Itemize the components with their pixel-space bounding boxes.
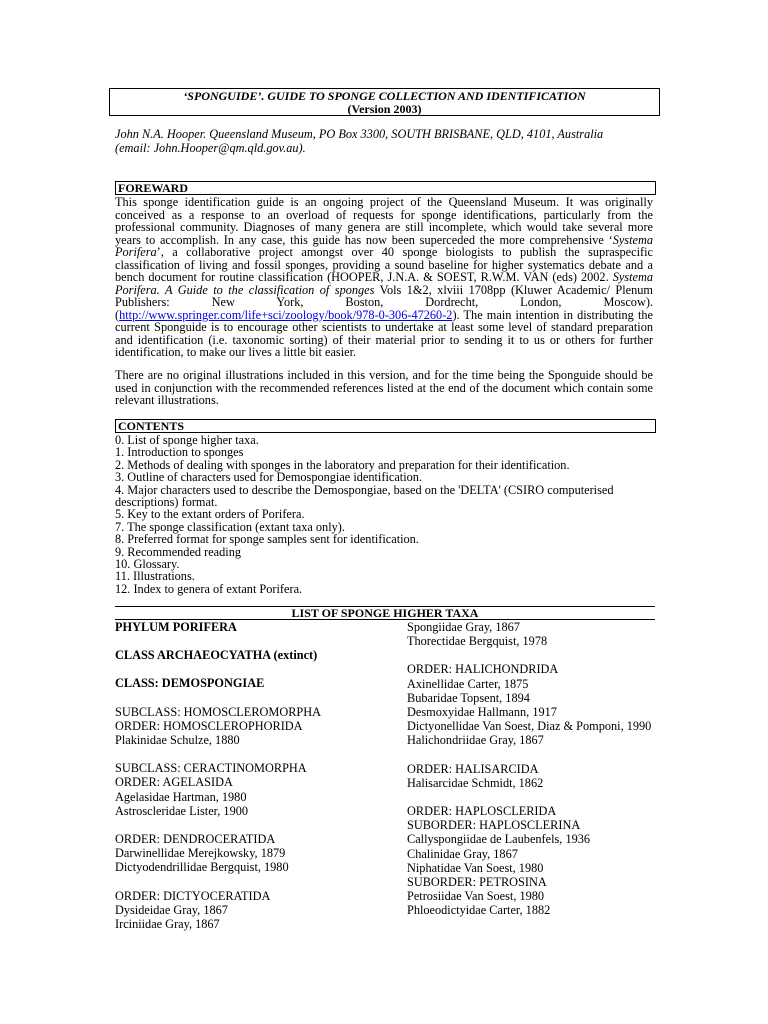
taxon-entry: ORDER: HALISARCIDA bbox=[407, 761, 539, 776]
contents-item: 2. Methods of dealing with sponges in the laboratory and preparation for their identification. bbox=[115, 457, 570, 472]
taxon-entry: Halichondriidae Gray, 1867 bbox=[407, 733, 544, 748]
taxa-spacer bbox=[115, 662, 395, 676]
taxon-entry: Axinellidae Carter, 1875 bbox=[407, 676, 529, 691]
taxon-entry: ORDER: HAPLOSCLERIDA bbox=[407, 804, 557, 819]
taxon-entry: Chalinidae Gray, 1867 bbox=[407, 846, 518, 861]
contents-heading: CONTENTS bbox=[115, 419, 656, 433]
taxa-spacer bbox=[115, 634, 395, 648]
taxa-spacer bbox=[115, 691, 395, 705]
taxon-entry: Bubaridae Topsent, 1894 bbox=[407, 690, 530, 705]
taxon-entry: Niphatidae Van Soest, 1980 bbox=[407, 860, 544, 875]
taxon-entry: Darwinellidae Merejkowsky, 1879 bbox=[115, 846, 286, 861]
taxon-entry: CLASS: DEMOSPONGIAE bbox=[115, 676, 265, 691]
taxon-entry: SUBORDER: HAPLOSCLERINA bbox=[407, 818, 581, 833]
taxa-spacer bbox=[407, 790, 655, 804]
title-box bbox=[109, 88, 660, 116]
taxon-entry: SUBORDER: PETROSINA bbox=[407, 875, 547, 890]
taxon-entry: SUBCLASS: CERACTINOMORPHA bbox=[115, 761, 307, 776]
taxon-entry: Phloeodictyidae Carter, 1882 bbox=[407, 903, 551, 918]
taxon-entry: Petrosiidae Van Soest, 1980 bbox=[407, 889, 545, 904]
contents-item: 11. Illustrations. bbox=[115, 569, 195, 584]
taxon-entry: Plakinidae Schulze, 1880 bbox=[115, 733, 240, 748]
taxon-entry: ORDER: DICTYOCERATIDA bbox=[115, 888, 271, 903]
foreward-text-c: Vols 1&2, xlviii 1708pp (Kluwer Academic/ Plenum Publishers: New York, Boston, Dordrecht, London, Moscow). ( bbox=[115, 282, 653, 322]
contents-item: 9. Recommended reading bbox=[115, 544, 242, 559]
taxon-entry: ORDER: AGELASIDA bbox=[115, 775, 233, 790]
foreward-paragraph-1 bbox=[115, 196, 653, 359]
taxon-entry: Callyspongiidae de Laubenfels, 1936 bbox=[407, 832, 591, 847]
taxon-entry: Thorectidae Bergquist, 1978 bbox=[407, 634, 548, 649]
contents-item: 3. Outline of characters used for Demospongiae identification. bbox=[115, 470, 422, 485]
taxon-entry: SUBCLASS: HOMOSCLEROMORPHA bbox=[115, 704, 322, 719]
taxon-entry: Dysideidae Gray, 1867 bbox=[115, 902, 228, 917]
systema-porifera-italic: Systema Porifera bbox=[115, 232, 653, 259]
foreward-text-b: ’, a collaborative project amongst over 40 sponge biologists to publish the supraspecific classification of living and fossil sponges, providing a sound baseline for higher systematics debate and a bench document for routine classification (HOOPER, J.N.A. & SOEST, R.W.M. VAN (eds) 2002. bbox=[115, 245, 653, 284]
taxon-entry: Dictyodendrillidae Bergquist, 1980 bbox=[115, 860, 289, 875]
taxa-left-column bbox=[115, 620, 395, 931]
contents-item: 1. Introduction to sponges bbox=[115, 445, 244, 460]
contents-item: 5. Key to the extant orders of Porifera. bbox=[115, 507, 305, 522]
taxon-entry: CLASS ARCHAEOCYATHA (extinct) bbox=[115, 648, 318, 663]
contents-item: 7. The sponge classification (extant taxa only). bbox=[115, 519, 345, 534]
taxa-spacer bbox=[115, 818, 395, 832]
taxa-heading: LIST OF SPONGE HIGHER TAXA bbox=[115, 606, 655, 620]
book-title-italic: Systema Porifera. A Guide to the classification of sponges bbox=[115, 270, 653, 297]
taxon-entry: Agelasidae Hartman, 1980 bbox=[115, 789, 247, 804]
taxa-spacer bbox=[115, 875, 395, 889]
taxon-entry: ORDER: HALICHONDRIDA bbox=[407, 662, 559, 677]
taxon-entry: Spongiidae Gray, 1867 bbox=[407, 620, 520, 634]
contents-item: 0. List of sponge higher taxa. bbox=[115, 433, 259, 447]
taxa-spacer bbox=[407, 748, 655, 762]
taxa-spacer bbox=[407, 648, 655, 662]
taxon-entry: Halisarcidae Schmidt, 1862 bbox=[407, 775, 544, 790]
contents-item: 10. Glossary. bbox=[115, 557, 180, 572]
foreward-heading: FOREWARD bbox=[115, 181, 656, 195]
taxon-entry: Irciniidae Gray, 1867 bbox=[115, 917, 220, 932]
author-email: (email: John.Hooper@qm.qld.gov.au). bbox=[115, 141, 306, 155]
taxon-entry: Dictyonellidae Van Soest, Diaz & Pomponi, 1990 bbox=[407, 719, 652, 734]
document-title: ‘SPONGUIDE’. GUIDE TO SPONGE COLLECTION AND IDENTIFICATION bbox=[183, 89, 586, 103]
taxon-entry: Desmoxyidae Hallmann, 1917 bbox=[407, 705, 557, 720]
taxon-entry: ORDER: DENDROCERATIDA bbox=[115, 832, 276, 847]
taxa-spacer bbox=[115, 747, 395, 761]
springer-link[interactable]: http://www.springer.com/life+sci/zoology/book/978-0-306-47260-2 bbox=[119, 307, 453, 322]
taxon-entry: Astroscleridae Lister, 1900 bbox=[115, 803, 249, 818]
foreward-text-d: ). The main intention in distributing the current Sponguide is to encourage other scientists to undertake at least some level of standard preparation and identification (i.e. taxonomic sorting) of their material prior to sending it to us or others for further identification, to make our lives a little bit easier. bbox=[115, 307, 653, 359]
document-version: (Version 2003) bbox=[347, 102, 422, 116]
taxa-right-column bbox=[407, 620, 655, 918]
taxon-entry: PHYLUM PORIFERA bbox=[115, 620, 237, 634]
taxon-entry: ORDER: HOMOSCLEROPHORIDA bbox=[115, 718, 303, 733]
author-address: John N.A. Hooper. Queensland Museum, PO Box 3300, SOUTH BRISBANE, QLD, 4101, Australia bbox=[115, 127, 604, 141]
contents-item: 12. Index to genera of extant Porifera. bbox=[115, 581, 303, 596]
foreward-paragraph-2: There are no original illustrations included in this version, and for the time being the Sponguide should be used in conjunction with the recommended references listed at the end of the document which contain some relevant illustrations. bbox=[115, 368, 653, 407]
contents-list bbox=[115, 434, 655, 595]
foreward-text-a: This sponge identification guide is an ongoing project of the Queensland Museum. It was originally conceived as a response to an overload of requests for sponge identifications, particularly from the professional community. Diagnoses of many genera are still incomplete, which would take several more years to accomplish. In any case, this guide has now been superceded the more comprehensive ‘ bbox=[115, 195, 653, 247]
contents-item: 8. Preferred format for sponge samples sent for identification. bbox=[115, 532, 419, 547]
contents-item: 4. Major characters used to describe the Demospongiae, based on the 'DELTA' (CSIRO computerised descriptions) format. bbox=[115, 482, 614, 510]
author-block bbox=[115, 127, 653, 155]
